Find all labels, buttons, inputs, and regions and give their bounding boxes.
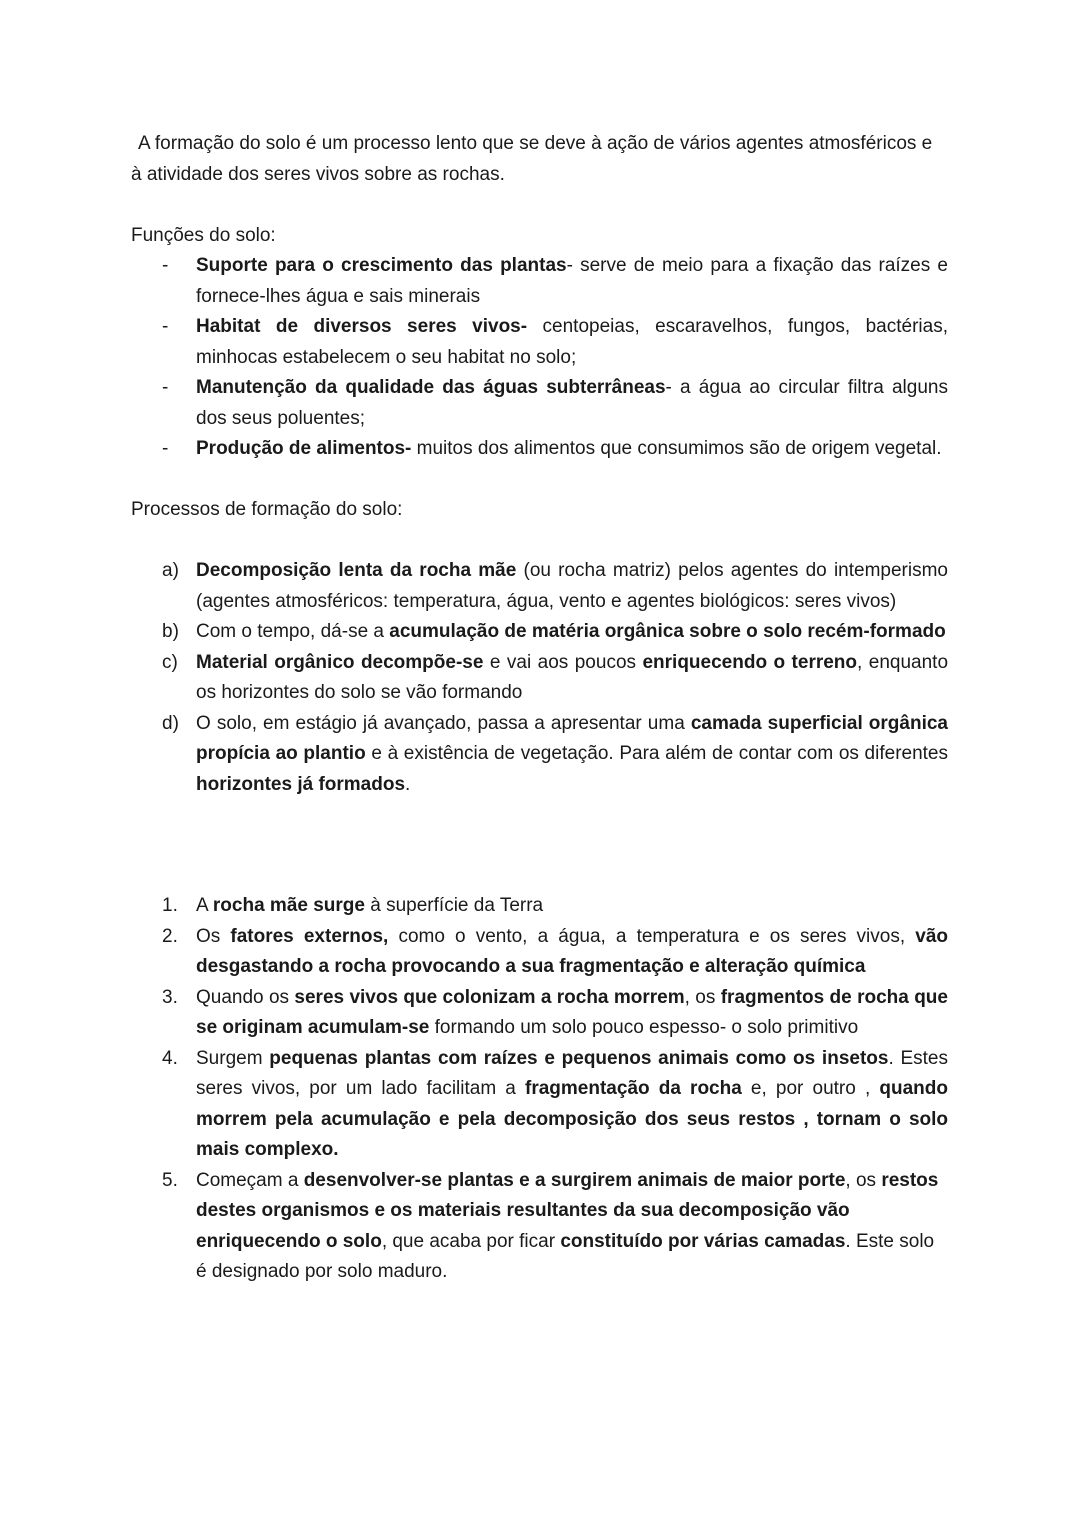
etapa-item: [131, 891, 948, 922]
text-run: à superfície da Terra: [364, 895, 544, 916]
funcoes-item-text: - a água ao circular filtra alguns dos seus poluentes;: [196, 377, 948, 429]
text-run: O solo, em estágio já avançado, passa a apresentar uma: [196, 712, 691, 734]
number-marker: 4.: [162, 1047, 178, 1069]
funcoes-list: [131, 251, 948, 465]
number-marker: 2.: [162, 925, 178, 947]
text-run: Surgem: [196, 1047, 270, 1069]
text-run: . Estes seres vivos, por um lado facilitam a: [196, 1047, 948, 1099]
bold-text: Decomposição lenta da rocha mãe: [196, 560, 517, 581]
bold-text: fatores externos,: [230, 925, 389, 947]
bold-text: quando morrem pela acumulação e pela decomposição dos seus restos , tornam o solo mais complexo.: [196, 1078, 948, 1160]
letter-marker: d): [162, 712, 179, 734]
funcoes-item: [131, 251, 948, 312]
etapa-item: [131, 1166, 948, 1288]
funcoes-item-text: centopeias, escaravelhos, fungos, bactérias, minhocas estabelecem o seu habitat no solo;: [196, 316, 948, 368]
funcoes-item-title: Manutenção da qualidade das águas subterrâneas: [196, 377, 666, 398]
bold-text: fragmentos de rocha que se originam acumulam-se: [196, 986, 948, 1038]
number-marker: 3.: [162, 986, 178, 1008]
funcoes-item: [131, 434, 948, 465]
text-run: , enquanto os horizontes do solo se vão formando: [196, 651, 949, 703]
letter-marker: b): [162, 621, 179, 642]
processos-heading: Processos de formação do solo:: [131, 499, 403, 520]
letter-marker: c): [162, 651, 178, 673]
text-run: e vai aos poucos: [483, 651, 643, 673]
processo-item: [131, 648, 948, 709]
text-run: e à existência de vegetação. Para além de contar com os diferentes: [365, 743, 948, 764]
funcoes-item-title: Habitat de diversos seres vivos-: [196, 316, 528, 337]
text-run: Com o tempo, dá-se a: [196, 621, 390, 642]
bold-text: fragmentação da rocha: [525, 1078, 742, 1099]
bold-text: desenvolver-se plantas e a surgirem animais de maior porte: [303, 1169, 846, 1191]
bold-text: acumulação de matéria orgânica sobre o solo recém-formado: [389, 621, 946, 642]
bold-text: pequenas plantas com raízes e pequenos animais como os insetos: [269, 1047, 889, 1069]
text-run: formando um solo pouco espesso- o solo primitivo: [429, 1017, 859, 1038]
text-run: e, por outro ,: [741, 1078, 880, 1099]
etapas-list: [131, 891, 948, 1288]
processos-list: [131, 556, 948, 800]
text-run: , os: [684, 986, 721, 1008]
etapa-item: [131, 983, 948, 1044]
text-run: (ou rocha matriz) pelos agentes do intemperismo (agentes atmosféricos: temperatura, água, vento e agentes biológicos: seres vivos): [196, 560, 948, 612]
funcoes-item-text: muitos dos alimentos que consumimos são de origem vegetal.: [411, 438, 942, 459]
text-run: , que acaba por ficar: [381, 1230, 561, 1252]
text-run: Quando os: [196, 986, 295, 1008]
funcoes-item: [131, 373, 948, 434]
text-run: A: [196, 895, 213, 916]
letter-marker: a): [162, 560, 179, 581]
bold-text: seres vivos que colonizam a rocha morrem: [294, 986, 685, 1008]
funcoes-item-text: - serve de meio para a fixação das raízes e fornece-lhes água e sais minerais: [196, 255, 948, 307]
funcoes-item-title: Suporte para o crescimento das plantas: [196, 255, 567, 276]
dash-bullet: -: [162, 438, 169, 459]
dash-bullet: -: [162, 316, 169, 337]
processo-item: [131, 556, 948, 617]
text-run: . Este solo é designado por solo maduro.: [196, 1230, 935, 1282]
text-run: como o vento, a água, a temperatura e os seres vivos,: [388, 925, 916, 947]
funcoes-item-title: Produção de alimentos-: [196, 438, 412, 459]
bold-text: Material orgânico decompõe-se: [196, 651, 484, 673]
bold-text: horizontes já formados: [196, 773, 406, 795]
funcoes-heading: Funções do solo:: [131, 224, 276, 246]
etapa-item: [131, 1044, 948, 1166]
processo-item: [131, 617, 948, 648]
funcoes-item: [131, 312, 948, 373]
bold-text: rocha mãe surge: [212, 895, 365, 916]
text-run: Os: [196, 925, 231, 947]
text-run: , os: [845, 1169, 882, 1191]
bold-text: restos destes organismos e os materiais resultantes da sua decomposição vão enriquecendo o solo: [196, 1169, 939, 1252]
number-marker: 5.: [162, 1169, 178, 1191]
document-body: [131, 129, 948, 1288]
etapa-item: [131, 922, 948, 983]
text-run: .: [405, 773, 411, 795]
bold-text: constituído por várias camadas: [560, 1230, 846, 1252]
processo-item: [131, 709, 948, 801]
text-run: Começam a: [196, 1169, 304, 1191]
dash-bullet: -: [162, 377, 169, 398]
bold-text: enriquecendo o terreno: [642, 651, 858, 673]
number-marker: 1.: [162, 895, 178, 916]
bold-text: camada superficial orgânica propícia ao plantio: [196, 712, 948, 764]
bold-text: vão desgastando a rocha provocando a sua fragmentação e alteração química: [196, 925, 948, 977]
dash-bullet: -: [162, 255, 169, 276]
intro-paragraph: A formação do solo é um processo lento que se deve à ação de vários agentes atmosféricos e à atividade dos seres vivos sobre as rochas.: [131, 133, 933, 185]
